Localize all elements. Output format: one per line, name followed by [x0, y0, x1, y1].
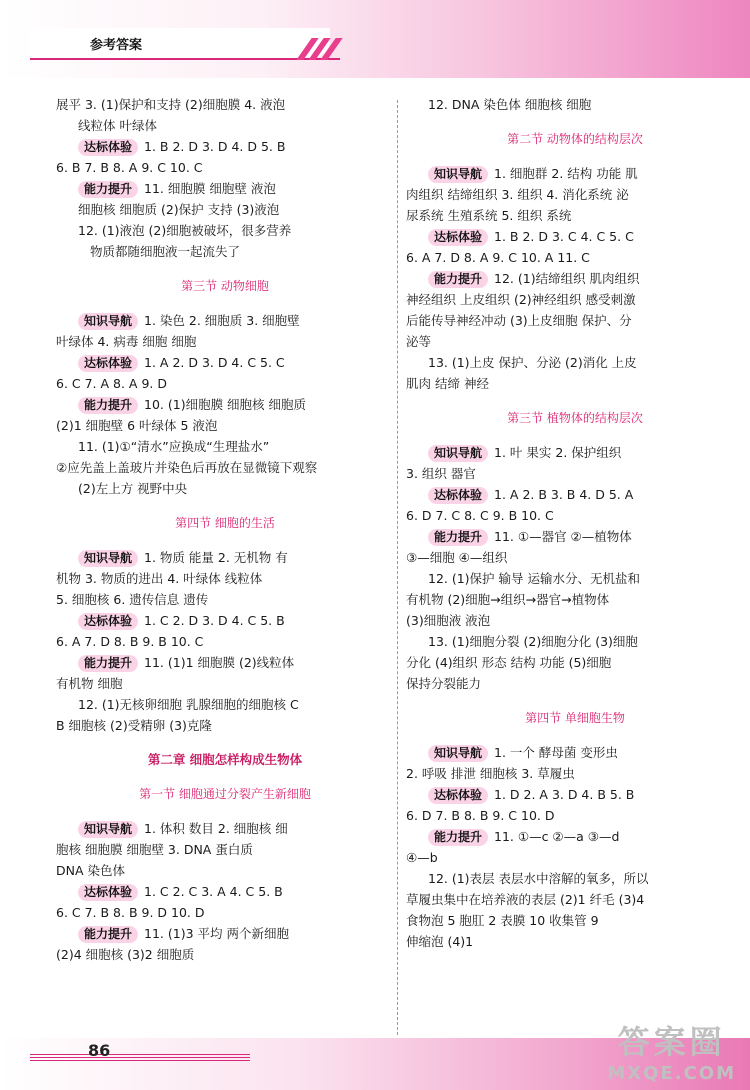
answer-text: 1. 一个 酵母菌 变形虫 — [494, 745, 618, 760]
answer-text: 12. (1)无核卵细胞 乳腺细胞的细胞核 C — [78, 697, 299, 712]
category-label: 能力提升 — [78, 181, 138, 198]
answer-line — [406, 505, 744, 526]
answer-text: 6. C 7. B 8. B 9. D 10. D — [56, 905, 205, 920]
answer-text: 12. DNA 染色体 细胞核 细胞 — [428, 97, 592, 112]
answer-text: 机物 3. 物质的进出 4. 叶绿体 线粒体 — [56, 571, 263, 586]
answer-text: 1. 细胞群 2. 结构 功能 肌 — [494, 166, 638, 181]
category-label: 达标体验 — [428, 229, 488, 246]
answer-line — [56, 694, 394, 715]
answer-line — [406, 568, 744, 589]
answer-text: 1. D 2. A 3. D 4. B 5. B — [494, 787, 635, 802]
answer-text: 12. (1)结缔组织 肌肉组织 — [494, 271, 640, 286]
answer-line — [406, 163, 744, 184]
section-heading: 第一节 细胞通过分裂产生新细胞 — [139, 787, 311, 801]
answer-text: ②应先盖上盖玻片并染色后再放在显微镜下观察 — [56, 460, 318, 475]
answer-line — [406, 205, 744, 226]
answer-text: 神经组织 上皮组织 (2)神经组织 感受刺激 — [406, 292, 636, 307]
answer-line — [406, 373, 744, 394]
answer-text: 1. 物质 能量 2. 无机物 有 — [144, 550, 288, 565]
answer-line — [406, 247, 744, 268]
answer-text: 1. B 2. D 3. C 4. C 5. C — [494, 229, 634, 244]
page-header-title: 参考答案 — [90, 38, 143, 53]
answer-text: 保持分裂能力 — [406, 676, 482, 691]
answer-text: 伸缩泡 (4)1 — [406, 934, 474, 949]
watermark-url: MXQE.COM — [607, 1063, 736, 1084]
watermark-title: 答案圈 — [617, 1023, 726, 1061]
section-heading: 第三节 植物体的结构层次 — [507, 411, 643, 425]
answer-line — [406, 442, 744, 463]
answer-line — [56, 902, 394, 923]
answer-text: 11. ①—器官 ②—植物体 — [494, 529, 632, 544]
category-label: 能力提升 — [428, 529, 488, 546]
answer-line — [406, 826, 744, 847]
answer-line — [406, 610, 744, 631]
category-label: 达标体验 — [78, 884, 138, 901]
category-label: 达标体验 — [78, 355, 138, 372]
answer-line — [56, 881, 394, 902]
category-label: 知识导航 — [78, 550, 138, 567]
answer-line — [406, 784, 744, 805]
answer-line — [406, 889, 744, 910]
category-label: 能力提升 — [428, 829, 488, 846]
answer-line — [56, 818, 394, 839]
category-label: 达标体验 — [428, 487, 488, 504]
answer-text: 11. 细胞膜 细胞壁 液泡 — [144, 181, 276, 196]
answer-line — [56, 652, 394, 673]
answer-line — [56, 157, 394, 178]
answer-line — [56, 352, 394, 373]
answer-line — [406, 589, 744, 610]
chapter-heading: 第二章 细胞怎样构成生物体 — [147, 752, 303, 767]
answer-line — [56, 220, 394, 241]
answer-line — [406, 742, 744, 763]
answer-text: 5. 细胞核 6. 遗传信息 遗传 — [56, 592, 209, 607]
answer-line — [406, 331, 744, 352]
answer-text: 6. D 7. C 8. C 9. B 10. C — [406, 508, 554, 523]
page-number: 86 — [88, 1041, 111, 1060]
left-column — [56, 94, 394, 965]
answer-line — [406, 463, 744, 484]
answer-line — [56, 860, 394, 881]
footer-rules — [30, 1054, 250, 1064]
answer-text: 12. (1)液泡 (2)细胞被破坏，很多营养 — [78, 223, 292, 238]
answer-text: 6. B 7. B 8. A 9. C 10. C — [56, 160, 203, 175]
answer-line — [406, 763, 744, 784]
answer-line — [56, 415, 394, 436]
answer-line — [56, 839, 394, 860]
answer-text: 有机物 细胞 — [56, 676, 123, 691]
answer-line — [406, 652, 744, 673]
answer-text: 尿系统 生殖系统 5. 组织 系统 — [406, 208, 572, 223]
answer-line — [56, 373, 394, 394]
answer-line — [56, 241, 394, 262]
answer-line — [56, 673, 394, 694]
answer-text: 6. A 7. D 8. A 9. C 10. A 11. C — [406, 250, 590, 265]
answer-text: 6. A 7. D 8. B 9. B 10. C — [56, 634, 204, 649]
answer-text: 细胞核 细胞质 (2)保护 支持 (3)液泡 — [78, 202, 280, 217]
answer-line — [406, 631, 744, 652]
answer-text: (2)1 细胞壁 6 叶绿体 5 液泡 — [56, 418, 218, 433]
category-label: 达标体验 — [428, 787, 488, 804]
answer-line — [56, 136, 394, 157]
answer-text: 食物泡 5 胞肛 2 表膜 10 收集管 9 — [406, 913, 599, 928]
category-label: 达标体验 — [78, 613, 138, 630]
category-label: 知识导航 — [78, 313, 138, 330]
answer-line — [56, 394, 394, 415]
right-column — [406, 94, 744, 952]
answer-line — [56, 631, 394, 652]
category-label: 能力提升 — [428, 271, 488, 288]
answer-text: 1. C 2. C 3. A 4. C 5. B — [144, 884, 283, 899]
answer-text: 11. (1)1 细胞膜 (2)线粒体 — [144, 655, 295, 670]
answer-line — [406, 352, 744, 373]
answer-text: 6. D 7. B 8. B 9. C 10. D — [406, 808, 555, 823]
answer-line — [406, 847, 744, 868]
answer-text: 1. 染色 2. 细胞质 3. 细胞壁 — [144, 313, 300, 328]
answer-line — [56, 310, 394, 331]
answer-text: ④—b — [406, 850, 438, 865]
answer-text: ③—细胞 ④—组织 — [406, 550, 508, 565]
answer-text: 10. (1)细胞膜 细胞核 细胞质 — [144, 397, 307, 412]
answer-text: 13. (1)上皮 保护、分泌 (2)消化 上皮 — [428, 355, 637, 370]
category-label: 知识导航 — [428, 166, 488, 183]
answer-line — [406, 673, 744, 694]
answer-text: 11. ①—c ②—a ③—d — [494, 829, 620, 844]
answer-line — [406, 868, 744, 889]
answer-text: 12. (1)表层 表层水中溶解的氧多，所以 — [428, 871, 649, 886]
answer-text: 1. A 2. B 3. B 4. D 5. A — [494, 487, 634, 502]
answer-text: B 细胞核 (2)受精卵 (3)克隆 — [56, 718, 212, 733]
category-label: 能力提升 — [78, 655, 138, 672]
answer-text: 后能传导神经冲动 (3)上皮细胞 保护、分 — [406, 313, 632, 328]
answer-line — [56, 199, 394, 220]
category-label: 知识导航 — [78, 821, 138, 838]
answer-line — [56, 94, 394, 115]
answer-text: 12. (1)保护 输导 运输水分、无机盐和 — [428, 571, 641, 586]
answer-line — [406, 226, 744, 247]
answer-text: 有机物 (2)细胞→组织→器官→植物体 — [406, 592, 610, 607]
answer-text: (2)4 细胞核 (3)2 细胞质 — [56, 947, 195, 962]
header-tab — [30, 28, 330, 58]
header-rule — [30, 58, 340, 60]
answer-text: 1. B 2. D 3. D 4. D 5. B — [144, 139, 286, 154]
answer-text: 11. (1)3 平均 两个新细胞 — [144, 926, 289, 941]
answer-text: (2)左上方 视野中央 — [78, 481, 188, 496]
answer-line — [56, 568, 394, 589]
answer-text: 展平 3. (1)保护和支持 (2)细胞膜 4. 液泡 — [56, 97, 286, 112]
answer-line — [406, 526, 744, 547]
category-label: 能力提升 — [78, 397, 138, 414]
answer-line — [406, 931, 744, 952]
answer-text: 草履虫集中在培养液的表层 (2)1 纤毛 (3)4 — [406, 892, 645, 907]
answer-text: 1. C 2. D 3. D 4. C 5. B — [144, 613, 285, 628]
answer-text: 2. 呼吸 排泄 细胞核 3. 草履虫 — [406, 766, 575, 781]
answer-line — [406, 484, 744, 505]
answer-line — [56, 923, 394, 944]
section-heading: 第三节 动物细胞 — [181, 279, 269, 293]
answer-line — [56, 715, 394, 736]
answer-text: 3. 组织 器官 — [406, 466, 476, 481]
answer-text: 1. 体积 数目 2. 细胞核 细 — [144, 821, 288, 836]
answer-text: 11. (1)①“清水”应换成“生理盐水” — [78, 439, 270, 454]
answer-line — [56, 944, 394, 965]
category-label: 知识导航 — [428, 445, 488, 462]
answer-line — [56, 331, 394, 352]
answer-line — [406, 805, 744, 826]
answer-text: 1. A 2. D 3. D 4. C 5. C — [144, 355, 285, 370]
answer-line — [56, 478, 394, 499]
answer-text: 分化 (4)组织 形态 结构 功能 (5)细胞 — [406, 655, 612, 670]
section-heading: 第四节 单细胞生物 — [525, 711, 625, 725]
answer-line — [406, 268, 744, 289]
answer-text: 肌肉 结缔 神经 — [406, 376, 489, 391]
category-label: 达标体验 — [78, 139, 138, 156]
watermark-logo — [607, 1017, 736, 1084]
answer-line — [406, 94, 744, 115]
section-heading: 第四节 细胞的生活 — [175, 516, 275, 530]
answer-text: 泌等 — [406, 334, 432, 349]
answer-text: 物质都随细胞液一起流失了 — [90, 244, 241, 259]
answer-line — [56, 610, 394, 631]
answer-text: 1. 叶 果实 2. 保护组织 — [494, 445, 622, 460]
answer-line — [406, 910, 744, 931]
header-stripes-decoration — [298, 38, 358, 60]
answer-line — [406, 184, 744, 205]
answer-text: 6. C 7. A 8. A 9. D — [56, 376, 167, 391]
section-heading: 第二节 动物体的结构层次 — [507, 132, 643, 146]
answer-text: 13. (1)细胞分裂 (2)细胞分化 (3)细胞 — [428, 634, 638, 649]
category-label: 知识导航 — [428, 745, 488, 762]
answer-line — [406, 289, 744, 310]
answer-line — [56, 178, 394, 199]
answer-line — [56, 589, 394, 610]
answer-line — [406, 547, 744, 568]
answer-text: 胞核 细胞膜 细胞壁 3. DNA 蛋白质 — [56, 842, 253, 857]
answer-text: (3)细胞液 液泡 — [406, 613, 491, 628]
answer-line — [56, 547, 394, 568]
column-divider — [397, 100, 398, 1035]
category-label: 能力提升 — [78, 926, 138, 943]
answer-text: 叶绿体 4. 病毒 细胞 细胞 — [56, 334, 197, 349]
answer-text: 肉组织 结缔组织 3. 组织 4. 消化系统 泌 — [406, 187, 629, 202]
answer-line — [56, 457, 394, 478]
answer-line — [56, 436, 394, 457]
answer-line — [406, 310, 744, 331]
answer-line — [56, 115, 394, 136]
answer-text: DNA 染色体 — [56, 863, 126, 878]
answer-text: 线粒体 叶绿体 — [78, 118, 157, 133]
